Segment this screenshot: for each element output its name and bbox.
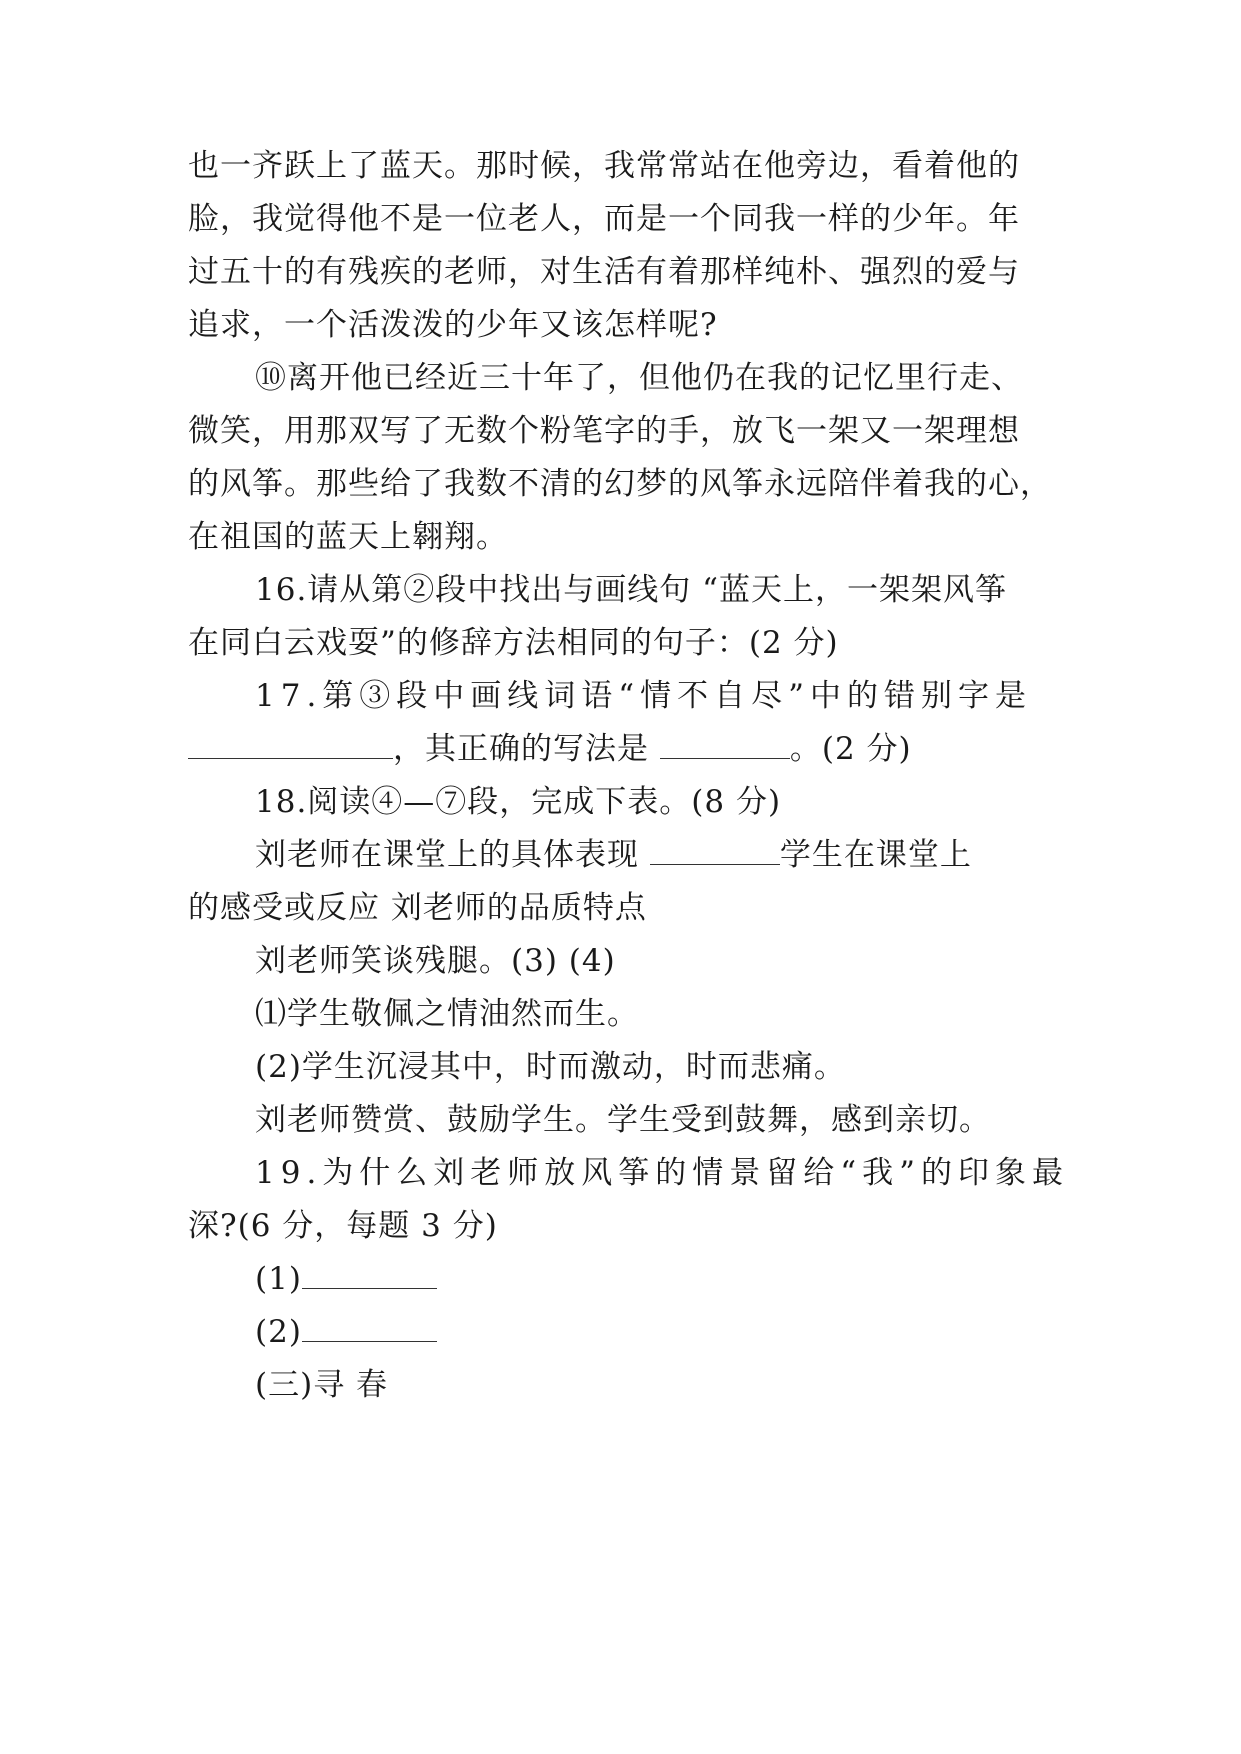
paragraph-line: ⑩离开他已经近三十年了，但他仍在我的记忆里行走、 <box>255 360 1023 396</box>
question-18-table-header: 的感受或反应 刘老师的品质特点 <box>188 890 647 926</box>
answer-label: (1) <box>255 1261 302 1297</box>
question-17-text: ，其正确的写法是 <box>393 731 660 767</box>
paragraph-line: 也一齐跃上了蓝天。那时候，我常常站在他旁边，看着他的 <box>188 148 1020 184</box>
question-19-line: 深?(6 分，每题 3 分) <box>188 1208 498 1244</box>
answer-label: (2) <box>255 1314 302 1350</box>
answer-blank-wrong-char[interactable] <box>188 730 393 759</box>
paragraph-line: 追求，一个活泼泼的少年又该怎样呢? <box>188 307 718 343</box>
table-row: 刘老师赞赏、鼓励学生。学生受到鼓舞，感到亲切。 <box>255 1102 991 1138</box>
paragraph-line: 在祖国的蓝天上翱翔。 <box>188 519 508 555</box>
question-19-answer-2 <box>255 1312 1068 1352</box>
answer-blank-correct-char[interactable] <box>660 730 790 759</box>
paragraph-line: 脸，我觉得他不是一位老人，而是一个同我一样的少年。年 <box>188 201 1020 237</box>
question-19-line: 19.为什么刘老师放风筝的情景留给“我”的印象最 <box>255 1155 1069 1191</box>
table-row: ⑴学生敬佩之情油然而生。 <box>255 996 639 1032</box>
question-16-line: 在同白云戏耍”的修辞方法相同的句子：(2 分) <box>188 625 839 661</box>
question-17-score: 。(2 分) <box>789 731 912 767</box>
question-16-line: 16.请从第②段中找出与画线句 “蓝天上，一架架风筝 <box>255 572 1008 608</box>
question-18-table-header <box>255 835 1068 875</box>
section-heading: (三)寻 春 <box>255 1367 389 1403</box>
paragraph-line: 微笑，用那双写了无数个粉笔字的手，放飞一架又一架理想 <box>188 413 1020 449</box>
paragraph-line: 过五十的有残疾的老师，对生活有着那样纯朴、强烈的爱与 <box>188 254 1020 290</box>
paragraph-line: 的风筝。那些给了我数不清的幻梦的风筝永远陪伴着我的心， <box>188 466 1052 502</box>
table-row: 刘老师笑谈残腿。(3) (4) <box>255 943 616 979</box>
question-18-title: 18.阅读④—⑦段，完成下表。(8 分) <box>255 784 782 820</box>
question-17-line: 17.第③段中画线词语“情不自尽”中的错别字是 <box>255 678 1032 714</box>
question-19-answer-1 <box>255 1259 1068 1299</box>
table-header-text: 学生在课堂上 <box>779 837 972 873</box>
answer-blank-2[interactable] <box>302 1313 437 1342</box>
table-row: (2)学生沉浸其中，时而激动，时而悲痛。 <box>255 1049 846 1085</box>
answer-blank-1[interactable] <box>302 1260 437 1289</box>
question-17-answer-line <box>188 729 1068 769</box>
answer-blank-table[interactable] <box>650 836 780 865</box>
table-header-text: 刘老师在课堂上的具体表现 <box>255 837 650 873</box>
